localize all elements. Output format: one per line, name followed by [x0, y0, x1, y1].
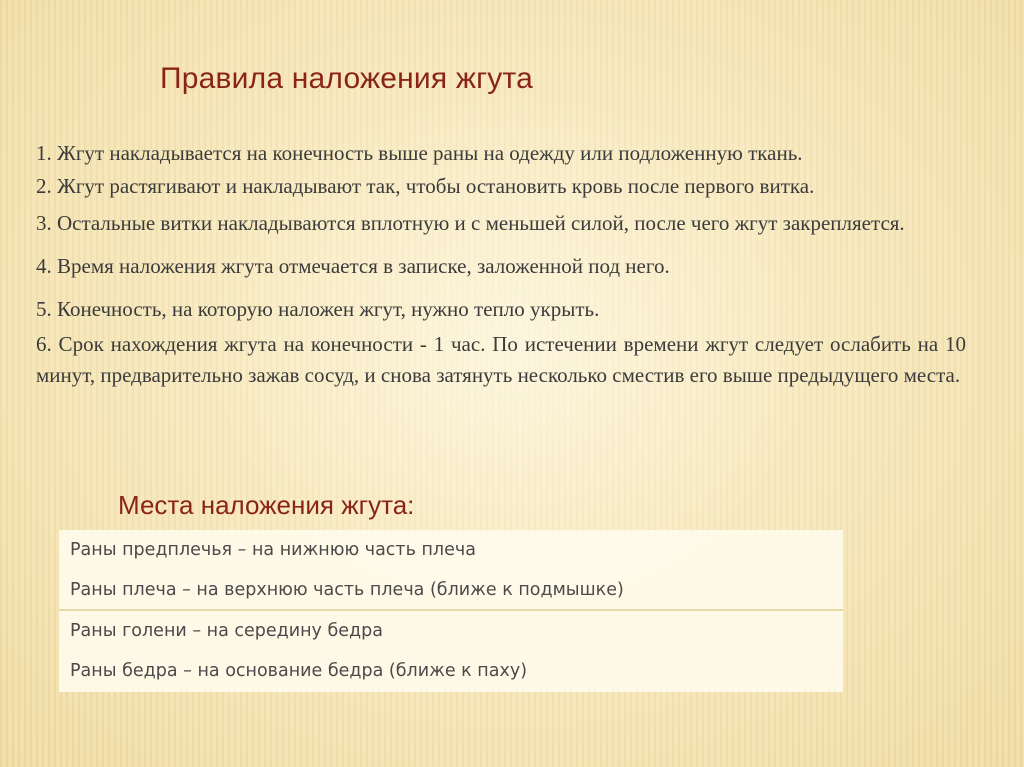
place-row: Раны предплечья – на нижнюю часть плеча — [70, 540, 476, 560]
places-table — [59, 530, 843, 692]
rule-item: 1. Жгут накладывается на конечность выше раны на одежду или подложенную ткань. — [36, 141, 803, 165]
rule-item: 3. Остальные витки накладываются вплотную и с меньшей силой, после чего жгут закрепляется. — [36, 211, 905, 235]
rule-item: 6. Срок нахождения жгута на конечности - 1 час. По истечении времени жгут следует ослабить на 10 минут, предварительно зажав сосуд, и снова затянуть несколько сместив его выше предыдущего места. — [36, 332, 966, 387]
rules-list — [36, 138, 966, 391]
rule-item: 5. Конечность, на которую наложен жгут, нужно тепло укрыть. — [36, 297, 600, 321]
rule-item: 2. Жгут растягивают и накладывают так, чтобы остановить кровь после первого витка. — [36, 174, 815, 198]
place-row: Раны голени – на середину бедра — [70, 621, 383, 641]
places-group-leg — [59, 611, 843, 692]
places-heading: Места наложения жгута: — [118, 490, 415, 520]
place-row: Раны плеча – на верхнюю часть плеча (ближе к подмышке) — [70, 580, 624, 600]
places-group-arm — [59, 530, 843, 611]
slide-title: Правила наложения жгута — [160, 62, 533, 95]
rule-item: 4. Время наложения жгута отмечается в записке, заложенной под него. — [36, 254, 670, 278]
place-row: Раны бедра – на основание бедра (ближе к паху) — [70, 661, 528, 681]
